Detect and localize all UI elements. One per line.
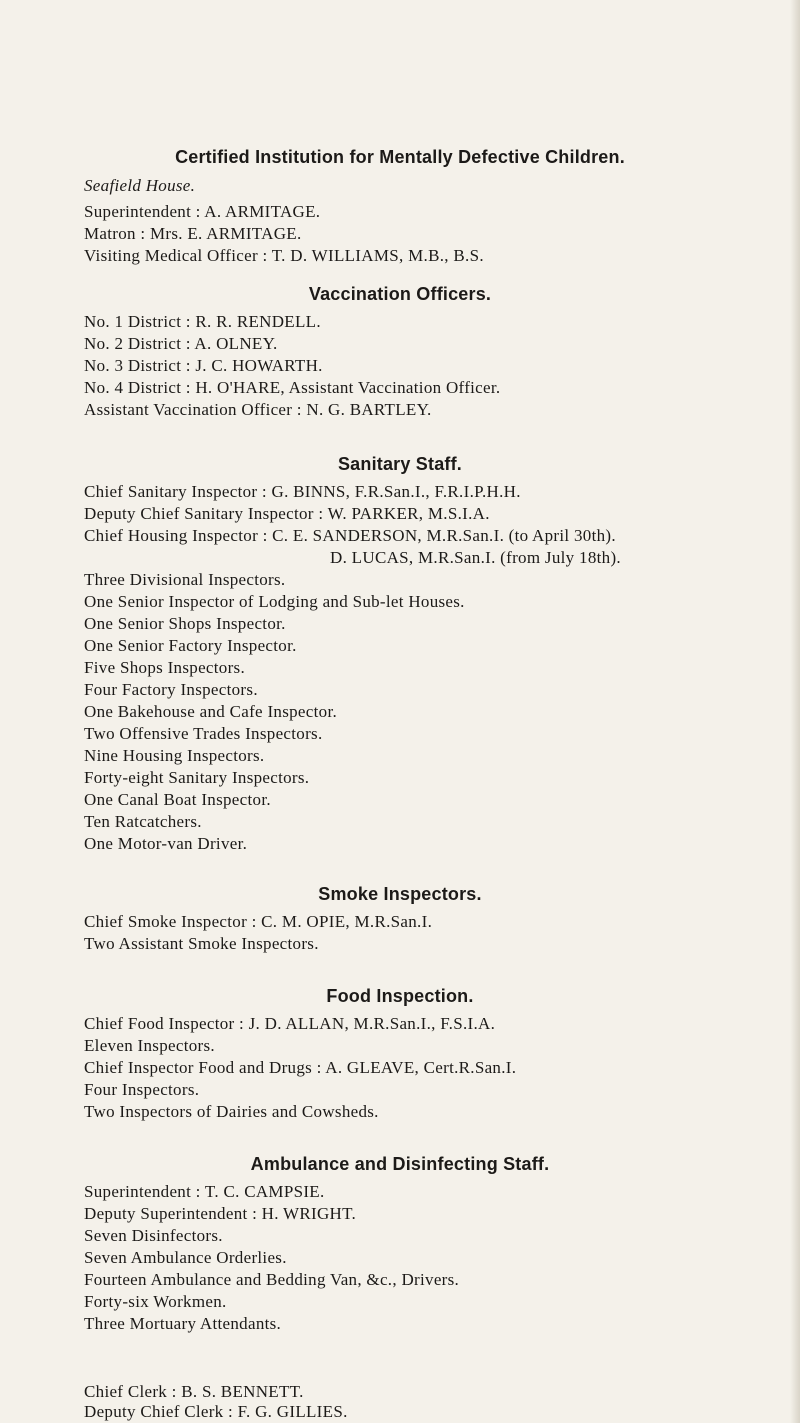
text-line: No. 3 District : J. C. HOWARTH.	[84, 356, 323, 375]
text-line: Assistant Vaccination Officer : N. G. BARTLEY.	[84, 400, 432, 419]
text-line: No. 4 District : H. O'HARE, Assistant Vaccination Officer.	[84, 378, 501, 397]
text-line: Seven Ambulance Orderlies.	[84, 1248, 287, 1267]
text-line: Four Factory Inspectors.	[84, 680, 258, 699]
text-line: One Senior Inspector of Lodging and Sub-let Houses.	[84, 592, 465, 611]
chief-clerk-line: Chief Clerk : B. S. BENNETT.	[84, 1382, 304, 1401]
text-line: Deputy Superintendent : H. WRIGHT.	[84, 1204, 357, 1223]
text-line: Nine Housing Inspectors.	[84, 746, 265, 765]
text-line: Forty-six Workmen.	[84, 1292, 227, 1311]
text-line: Ten Ratcatchers.	[84, 812, 202, 831]
text-line: One Canal Boat Inspector.	[84, 790, 271, 809]
text-line: Three Mortuary Attendants.	[84, 1314, 282, 1333]
section-heading-sanitary-staff: Sanitary Staff.	[337, 454, 463, 474]
text-line: No. 1 District : R. R. RENDELL.	[84, 312, 321, 331]
text-line: One Bakehouse and Cafe Inspector.	[84, 702, 338, 721]
section-heading-vaccination-officers: Vaccination Officers.	[308, 284, 492, 304]
text-line: D. LUCAS, M.R.San.I. (from July 18th).	[330, 548, 621, 567]
text-line: Two Offensive Trades Inspectors.	[84, 724, 323, 743]
text-line: One Senior Shops Inspector.	[84, 614, 286, 633]
text-line: Forty-eight Sanitary Inspectors.	[84, 768, 310, 787]
text-line: Four Inspectors.	[84, 1080, 200, 1099]
section-heading-certified-institution: Certified Institution for Mentally Defective Children.	[175, 147, 625, 167]
text-line: Three Divisional Inspectors.	[84, 570, 286, 589]
text-line: Chief Housing Inspector : C. E. SANDERSON, M.R.San.I. (to April 30th).	[84, 526, 616, 545]
text-line: Chief Inspector Food and Drugs : A. GLEAVE, Cert.R.San.I.	[84, 1058, 517, 1077]
text-line: Visiting Medical Officer : T. D. WILLIAMS, M.B., B.S.	[84, 246, 484, 265]
text-line: One Motor-van Driver.	[84, 834, 248, 853]
text-line: Superintendent : A. ARMITAGE.	[84, 202, 321, 221]
deputy-chief-clerk-line: Deputy Chief Clerk : F. G. GILLIES.	[84, 1402, 348, 1421]
text-line: Chief Food Inspector : J. D. ALLAN, M.R.San.I., F.S.I.A.	[84, 1014, 496, 1033]
text-line: Superintendent : T. C. CAMPSIE.	[84, 1182, 325, 1201]
page-edge-shadow	[790, 0, 800, 1423]
section-heading-ambulance-disinfecting: Ambulance and Disinfecting Staff.	[250, 1154, 550, 1174]
section-heading-smoke-inspectors: Smoke Inspectors.	[318, 884, 482, 904]
text-line: Matron : Mrs. E. ARMITAGE.	[84, 224, 302, 243]
text-line: No. 2 District : A. OLNEY.	[84, 334, 278, 353]
text-line: Seven Disinfectors.	[84, 1226, 223, 1245]
text-line: Fourteen Ambulance and Bedding Van, &c., Drivers.	[84, 1270, 460, 1289]
text-line: Eleven Inspectors.	[84, 1036, 215, 1055]
text-line: One Senior Factory Inspector.	[84, 636, 297, 655]
text-line: Chief Sanitary Inspector : G. BINNS, F.R.San.I., F.R.I.P.H.H.	[84, 482, 521, 501]
section-heading-food-inspection: Food Inspection.	[326, 986, 474, 1006]
text-line: Five Shops Inspectors.	[84, 658, 246, 677]
text-line: Two Inspectors of Dairies and Cowsheds.	[84, 1102, 379, 1121]
institution-name: Seafield House.	[84, 176, 196, 195]
text-line: Deputy Chief Sanitary Inspector : W. PARKER, M.S.I.A.	[84, 504, 490, 523]
text-line: Chief Smoke Inspector : C. M. OPIE, M.R.San.I.	[84, 912, 433, 931]
text-line: Two Assistant Smoke Inspectors.	[84, 934, 319, 953]
